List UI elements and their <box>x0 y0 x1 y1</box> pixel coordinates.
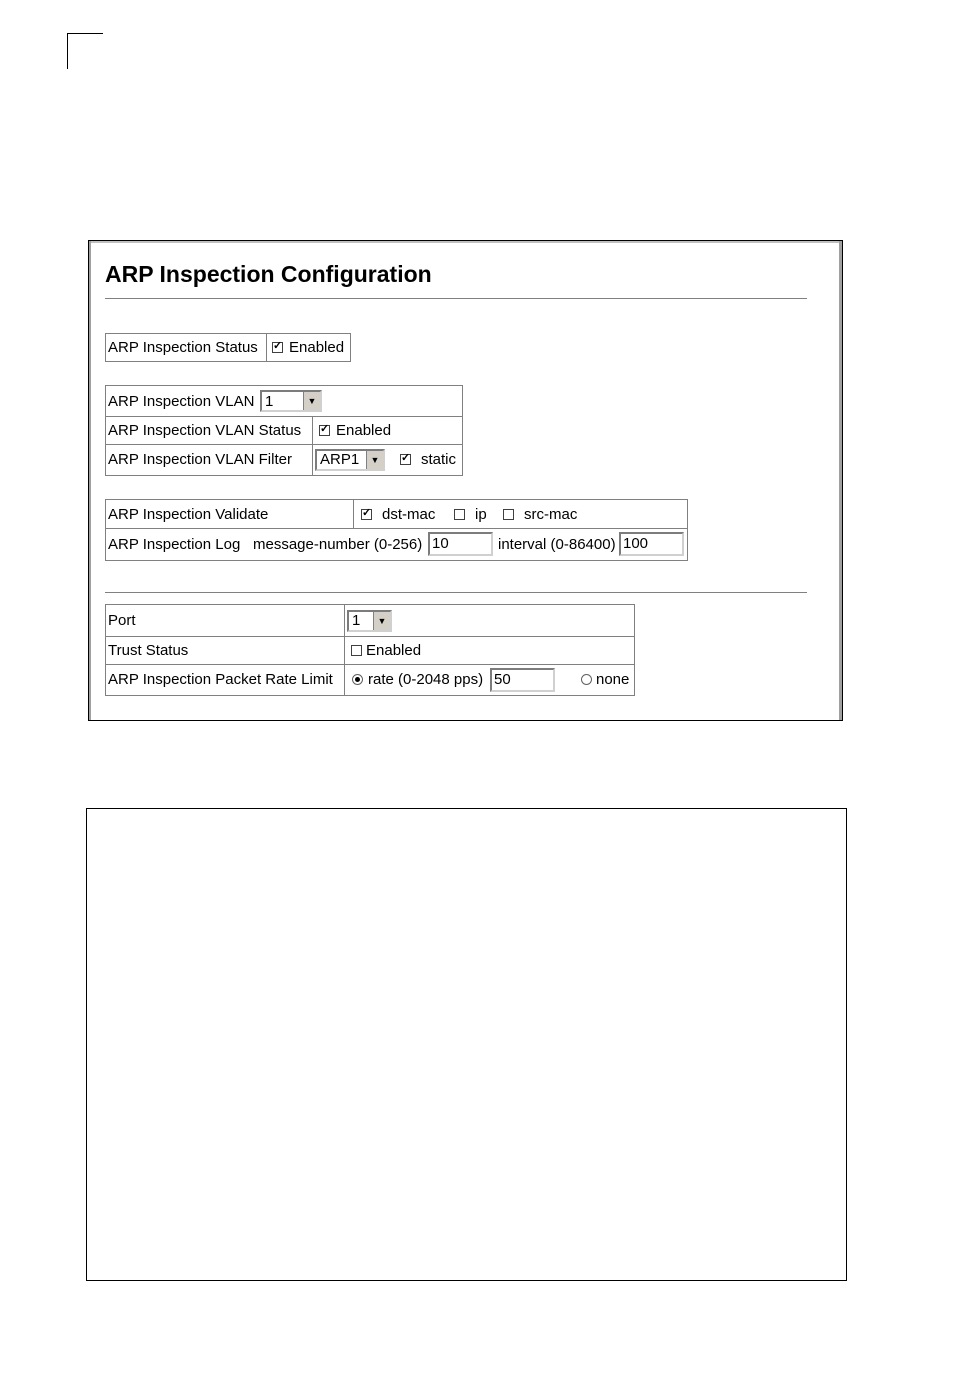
status-enabled-checkbox[interactable] <box>272 334 344 361</box>
log-message-number-label: message-number (0-256) <box>253 535 423 553</box>
status-label: ARP Inspection Status <box>108 339 258 356</box>
none-option-label: none <box>596 671 630 688</box>
validate-src-mac-label: src-mac <box>524 505 578 523</box>
status-group <box>105 333 351 362</box>
chevron-down-icon[interactable]: ▼ <box>366 451 383 469</box>
radio-unselected-icon[interactable] <box>581 674 592 685</box>
vlan-filter-static-checkbox[interactable] <box>400 444 456 475</box>
status-enabled-label: Enabled <box>289 339 345 356</box>
window-scroll-edge <box>839 241 842 720</box>
section-divider <box>105 592 807 593</box>
none-radio[interactable] <box>581 664 629 695</box>
log-interval-input[interactable]: 100 <box>619 532 684 556</box>
validate-log-group <box>105 499 688 561</box>
checkbox-checked-icon[interactable] <box>272 342 283 353</box>
checkbox-unchecked-icon[interactable] <box>503 509 514 520</box>
port-select-value: 1 <box>352 612 361 629</box>
checkbox-unchecked-icon[interactable] <box>454 509 465 520</box>
chevron-down-icon[interactable]: ▼ <box>373 612 390 630</box>
vlan-select-value: 1 <box>265 392 274 410</box>
vlan-filter-label: ARP Inspection VLAN Filter <box>108 451 292 468</box>
log-label: ARP Inspection Log <box>108 535 241 553</box>
port-group <box>105 604 635 696</box>
vlan-status-enabled-label: Enabled <box>336 421 392 439</box>
vlan-filter-select[interactable] <box>315 449 385 471</box>
vlan-label: ARP Inspection VLAN <box>108 392 255 410</box>
radio-selected-icon[interactable] <box>352 674 363 685</box>
page-title: ARP Inspection Configuration <box>105 261 432 287</box>
rate-radio[interactable] <box>352 664 483 695</box>
checkbox-checked-icon[interactable] <box>361 509 372 520</box>
vlan-select[interactable] <box>260 390 322 412</box>
trust-status-enabled-label: Enabled <box>366 641 422 659</box>
vlan-group <box>105 385 463 476</box>
validate-ip-label: ip <box>475 505 487 523</box>
log-interval-label: interval (0-86400) <box>498 535 616 553</box>
arp-inspection-window <box>88 240 843 721</box>
vlan-filter-select-value: ARP1 <box>320 451 360 468</box>
rate-limit-label: ARP Inspection Packet Rate Limit <box>108 671 333 688</box>
crop-mark-vertical <box>67 33 68 69</box>
rate-limit-input[interactable]: 50 <box>490 668 555 692</box>
port-select[interactable] <box>347 610 392 632</box>
checkbox-checked-icon[interactable] <box>319 425 330 436</box>
vlan-status-label: ARP Inspection VLAN Status <box>108 421 302 439</box>
crop-mark-horizontal <box>67 33 103 34</box>
validate-src-mac-checkbox[interactable] <box>503 500 577 528</box>
trust-status-label: Trust Status <box>108 641 189 659</box>
vlan-status-enabled-checkbox[interactable] <box>319 416 391 444</box>
port-label: Port <box>108 612 136 629</box>
log-message-number-input[interactable]: 10 <box>428 532 493 556</box>
vlan-filter-static-label: static <box>421 451 457 468</box>
validate-ip-checkbox[interactable] <box>454 500 487 528</box>
trust-status-enabled-checkbox[interactable] <box>351 636 421 664</box>
validate-dst-mac-label: dst-mac <box>382 505 436 523</box>
command-example-box <box>86 808 847 1281</box>
validate-label: ARP Inspection Validate <box>108 505 269 523</box>
rate-option-label: rate (0-2048 pps) <box>368 671 484 688</box>
checkbox-checked-icon[interactable] <box>400 454 411 465</box>
title-divider <box>105 298 807 299</box>
chevron-down-icon[interactable]: ▼ <box>303 392 320 410</box>
validate-dst-mac-checkbox[interactable] <box>361 500 435 528</box>
checkbox-unchecked-icon[interactable] <box>351 645 362 656</box>
